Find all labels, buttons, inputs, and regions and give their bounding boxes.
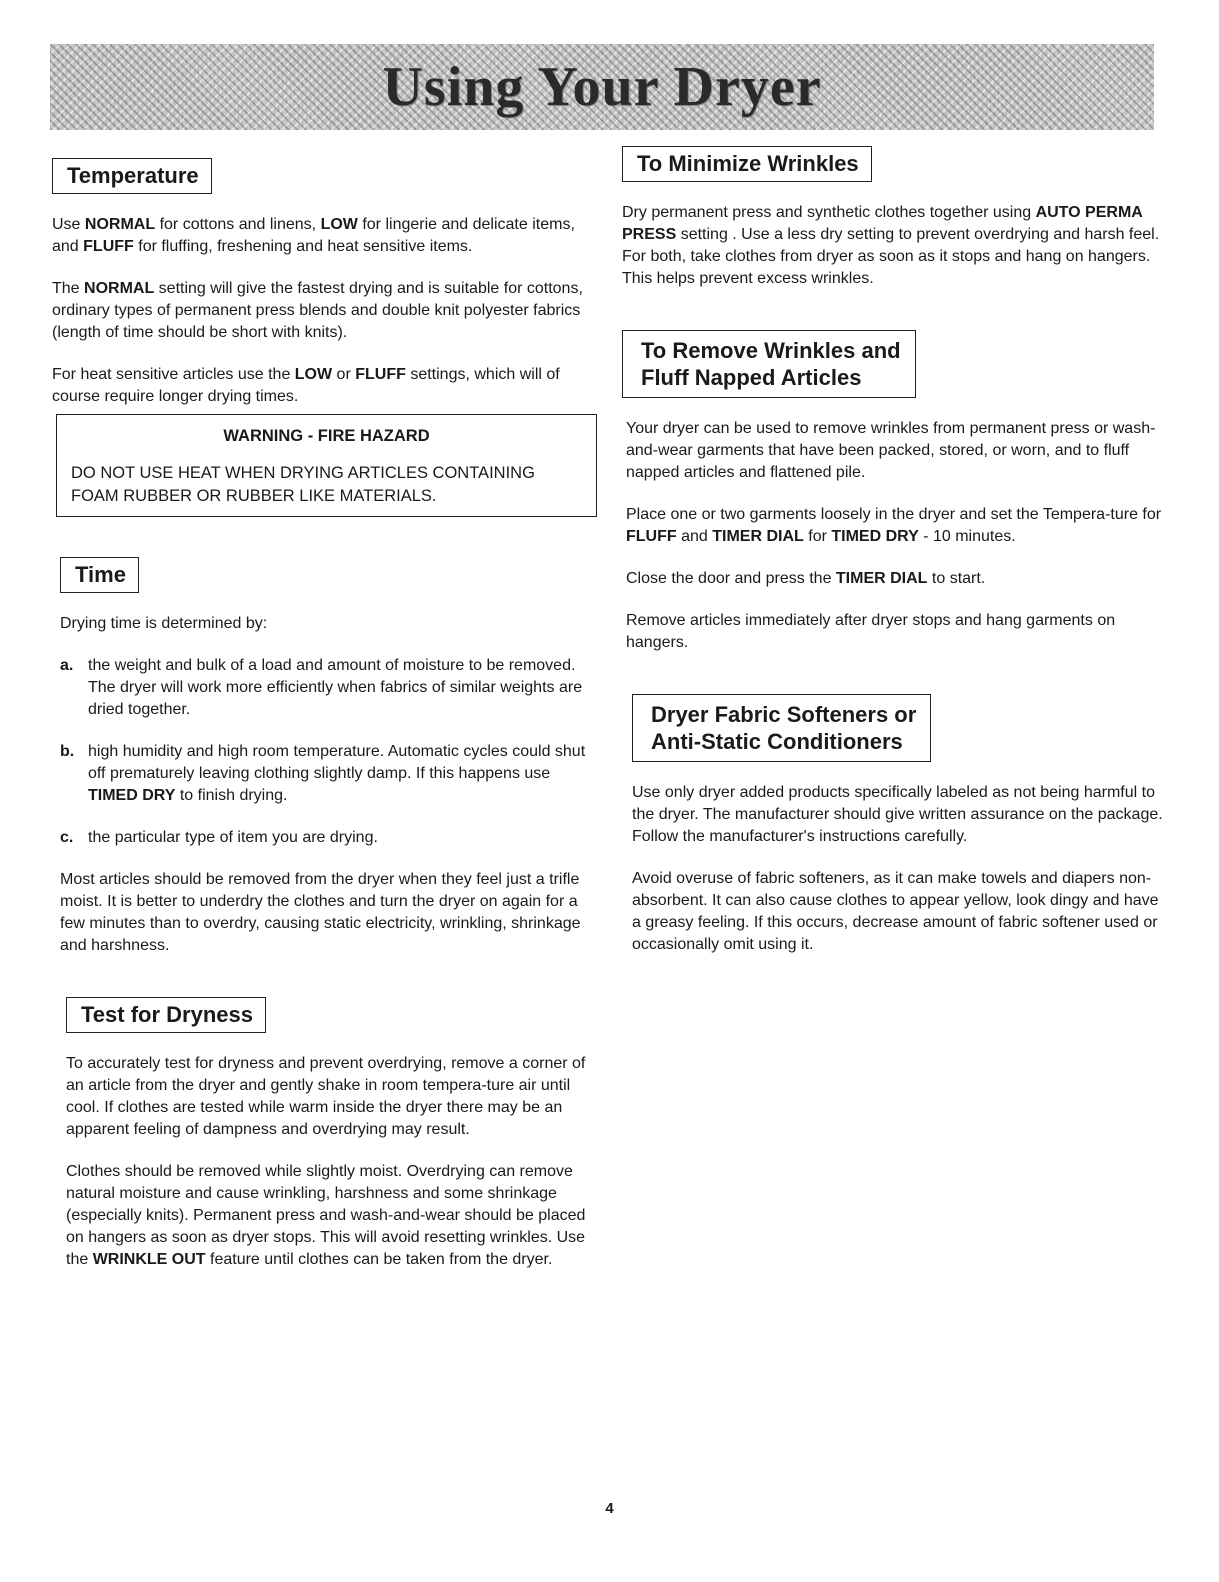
temperature-paragraph-1: Use NORMAL for cottons and linens, LOW for lingerie and delicate items, and FLUFF for fluffing, freshening and heat sensitive items. <box>52 216 575 255</box>
softeners-paragraph-1: Use only dryer added products specifically labeled as not being harmful to the dryer. The manufacturer should give written assurance on the package. Follow the manufacturer's instructions carefully. <box>632 784 1163 845</box>
fabric-softeners-heading: Dryer Fabric Softeners or Anti-Static Conditioners <box>632 694 931 762</box>
warning-body: DO NOT USE HEAT WHEN DRYING ARTICLES CONTAINING FOAM RUBBER OR RUBBER LIKE MATERIALS. <box>71 464 535 505</box>
drying-factors-list <box>60 655 597 849</box>
list-item: c. the particular type of item you are drying. <box>60 827 597 849</box>
temperature-heading: Temperature <box>52 158 212 194</box>
test-for-dryness-heading: Test for Dryness <box>66 997 266 1033</box>
warning-title: WARNING - FIRE HAZARD <box>223 427 430 445</box>
page-number: 4 <box>605 1500 614 1517</box>
temperature-paragraph-3: For heat sensitive articles use the LOW or FLUFF settings, which will of course require longer drying times. <box>52 366 560 405</box>
time-intro: Drying time is determined by: <box>60 615 268 632</box>
remove-paragraph-3: Close the door and press the TIMER DIAL to start. <box>626 570 986 587</box>
temperature-paragraph-2: The NORMAL setting will give the fastest drying and is suitable for cottons, ordinary types of permanent press blends and double knit polyester fabrics (length of time should be short with knits). <box>52 280 583 341</box>
title-banner <box>50 44 1154 130</box>
minimize-wrinkles-heading: To Minimize Wrinkles <box>622 146 872 182</box>
left-column <box>52 158 597 1291</box>
list-marker: a. <box>60 657 74 674</box>
fire-hazard-warning-box <box>56 414 597 517</box>
softeners-paragraph-2: Avoid overuse of fabric softeners, as it can make towels and diapers non-absorbent. It can also cause clothes to appear yellow, look dingy and have a greasy feeling. If this occurs, decrease amount of fabric softener used or occasionally omit using it. <box>632 870 1159 953</box>
dryness-paragraph-1: To accurately test for dryness and prevent overdrying, remove a corner of an article from the dryer and gently shake in room tempera-ture air until cool. If clothes are tested while warm inside the dryer there may be an apparent feeling of dampness and overdrying may result. <box>66 1055 586 1138</box>
page-title: Using Your Dryer <box>382 56 822 118</box>
right-column <box>622 146 1168 976</box>
remove-wrinkles-heading: To Remove Wrinkles and Fluff Napped Articles <box>622 330 916 398</box>
list-marker: c. <box>60 829 74 846</box>
list-marker: b. <box>60 743 75 760</box>
remove-paragraph-1: Your dryer can be used to remove wrinkles from permanent press or wash-and-wear garments that have been packed, stored, or worn, and to fluff napped articles and flattened pile. <box>626 420 1156 481</box>
dryness-paragraph-2: Clothes should be removed while slightly moist. Overdrying can remove natural moisture and cause wrinkling, harshness and some shrinkage (especially knits). Permanent press and wash-and-wear should be placed on hangers as soon as dryer stops. This will avoid resetting wrinkles. Use the WRINKLE OUT feature until clothes can be taken from the dryer. <box>66 1163 586 1268</box>
list-item: a. the weight and bulk of a load and amount of moisture to be removed. The dryer will work more efficiently when fabrics of similar weights are dried together. <box>60 657 583 718</box>
minimize-paragraph: Dry permanent press and synthetic clothes together using AUTO PERMA PRESS setting . Use a less dry setting to prevent overdrying and harsh feel. For both, take clothes from dryer as soon as it stops and hang on hangers. This helps prevent excess wrinkles. <box>622 204 1160 287</box>
time-heading: Time <box>60 557 139 593</box>
list-item: b. high humidity and high room temperature. Automatic cycles could shut off prematurely leaving clothing slightly damp. If this happens use TIMED DRY to finish drying. <box>60 743 586 804</box>
time-closing-paragraph: Most articles should be removed from the dryer when they feel just a trifle moist. It is better to underdry the clothes and turn the dryer on again for a few minutes than to overdry, causing static electricity, wrinkling, shrinkage and harshness. <box>60 871 581 954</box>
remove-paragraph-4: Remove articles immediately after dryer stops and hang garments on hangers. <box>626 612 1116 651</box>
remove-paragraph-2: Place one or two garments loosely in the dryer and set the Tempera-ture for FLUFF and TIMER DIAL for TIMED DRY - 10 minutes. <box>626 506 1162 545</box>
